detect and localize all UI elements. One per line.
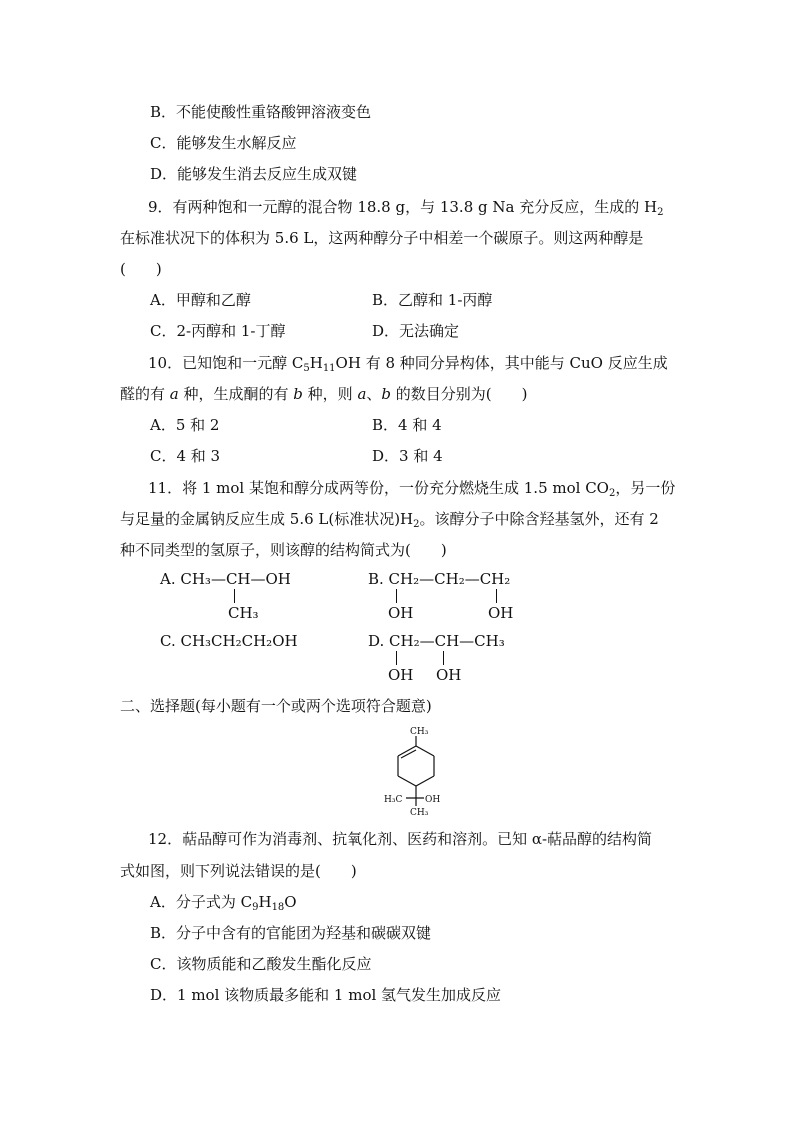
alpha-terpineol-structure (378, 722, 458, 818)
q11-stem-line2: 与足量的金属钠反应生成 5.6 L(标准状况)$H_2$。该醇分子中除含羟基氢外，还有 2 (120, 510, 659, 530)
q9-option-d: D．无法确定 (372, 322, 460, 340)
q12-stem-line2: 式如图，则下列说法错误的是( ) (120, 862, 357, 880)
structure-oh: OH (425, 795, 441, 805)
q11-option-d-bond1 (396, 651, 397, 665)
q11-option-d-oh1: OH (388, 666, 414, 684)
q12-stem-line1: 12．萜品醇可作为消毒剂、抗氧化剂、医药和溶剂。已知 α-萜品醇的结构简 (148, 830, 653, 848)
q11-option-a-bond (234, 589, 235, 603)
q9-stem-line2: 在标准状况下的体积为 5.6 L，这两种醇分子中相差一个碳原子。则这两种醇是 (120, 229, 644, 247)
q11-option-d-formula: D. CH₂—CH—CH₃ (368, 632, 505, 650)
q8-option-c: C．能够发生水解反应 (150, 134, 297, 152)
q12-option-b: B．分子中含有的官能团为羟基和碳碳双键 (150, 924, 432, 942)
q9-stem-line1: 9．有两种饱和一元醇的混合物 18.8 g，与 13.8 g Na 充分反应，生成的 $H_2$ (148, 198, 664, 218)
q10-option-a: A．5 和 2 (150, 416, 220, 434)
q11-option-b-oh2: OH (488, 604, 514, 622)
q11-option-a-substituent: CH₃ (228, 604, 259, 622)
q11-option-a-formula: A. CH₃—CH—OH (160, 570, 291, 588)
q10-option-c: C．4 和 3 (150, 447, 221, 465)
section-2-title: 二、选择题(每小题有一个或两个选项符合题意) (120, 697, 432, 715)
q11-option-b-oh1: OH (388, 604, 414, 622)
q8-option-d: D．能够发生消去反应生成双键 (150, 165, 358, 183)
q10-option-b: B．4 和 4 (372, 416, 442, 434)
q11-option-b-bond1 (396, 589, 397, 603)
q11-option-b-bond2 (496, 589, 497, 603)
q11-option-c-formula: C. CH₃CH₂CH₂OH (160, 632, 298, 650)
q9-option-b: B．乙醇和 1-丙醇 (372, 291, 493, 309)
q11-stem-line3: 种不同类型的氢原子，则该醇的结构简式为( ) (120, 541, 447, 559)
q10-stem-line2: 醛的有 a 种，生成酮的有 b 种，则 a、b 的数目分别为( ) (120, 385, 528, 403)
q12-option-d: D．1 mol 该物质最多能和 1 mol 氢气发生加成反应 (150, 986, 502, 1004)
structure-h3c: H₃C (384, 795, 403, 805)
q12-option-c: C．该物质能和乙酸发生酯化反应 (150, 955, 372, 973)
q11-option-d-oh2: OH (436, 666, 462, 684)
structure-ch3-bottom: CH₃ (410, 808, 429, 818)
q12-option-a: A．分子式为 $C_9H_{18}O$ (150, 893, 297, 913)
q11-stem-line1: 11．将 1 mol 某饱和醇分成两等份，一份充分燃烧生成 1.5 mol $CO_2$，另一份 (148, 479, 676, 499)
structure-ch3-top: CH₃ (410, 727, 429, 737)
q8-option-b: B．不能使酸性重铬酸钾溶液变色 (150, 103, 372, 121)
q9-option-a: A．甲醇和乙醇 (150, 291, 251, 309)
q10-stem-line1: 10．已知饱和一元醇 $C_5H_{11}OH$ 有 8 种同分异构体，其中能与 CuO 反应生成 (148, 354, 668, 374)
q11-option-d-bond2 (443, 651, 444, 665)
q11-option-b-formula: B. CH₂—CH₂—CH₂ (368, 570, 511, 588)
q9-stem-line3: ( ) (120, 260, 162, 278)
q9-option-c: C．2-丙醇和 1-丁醇 (150, 322, 286, 340)
q10-option-d: D．3 和 4 (372, 447, 443, 465)
